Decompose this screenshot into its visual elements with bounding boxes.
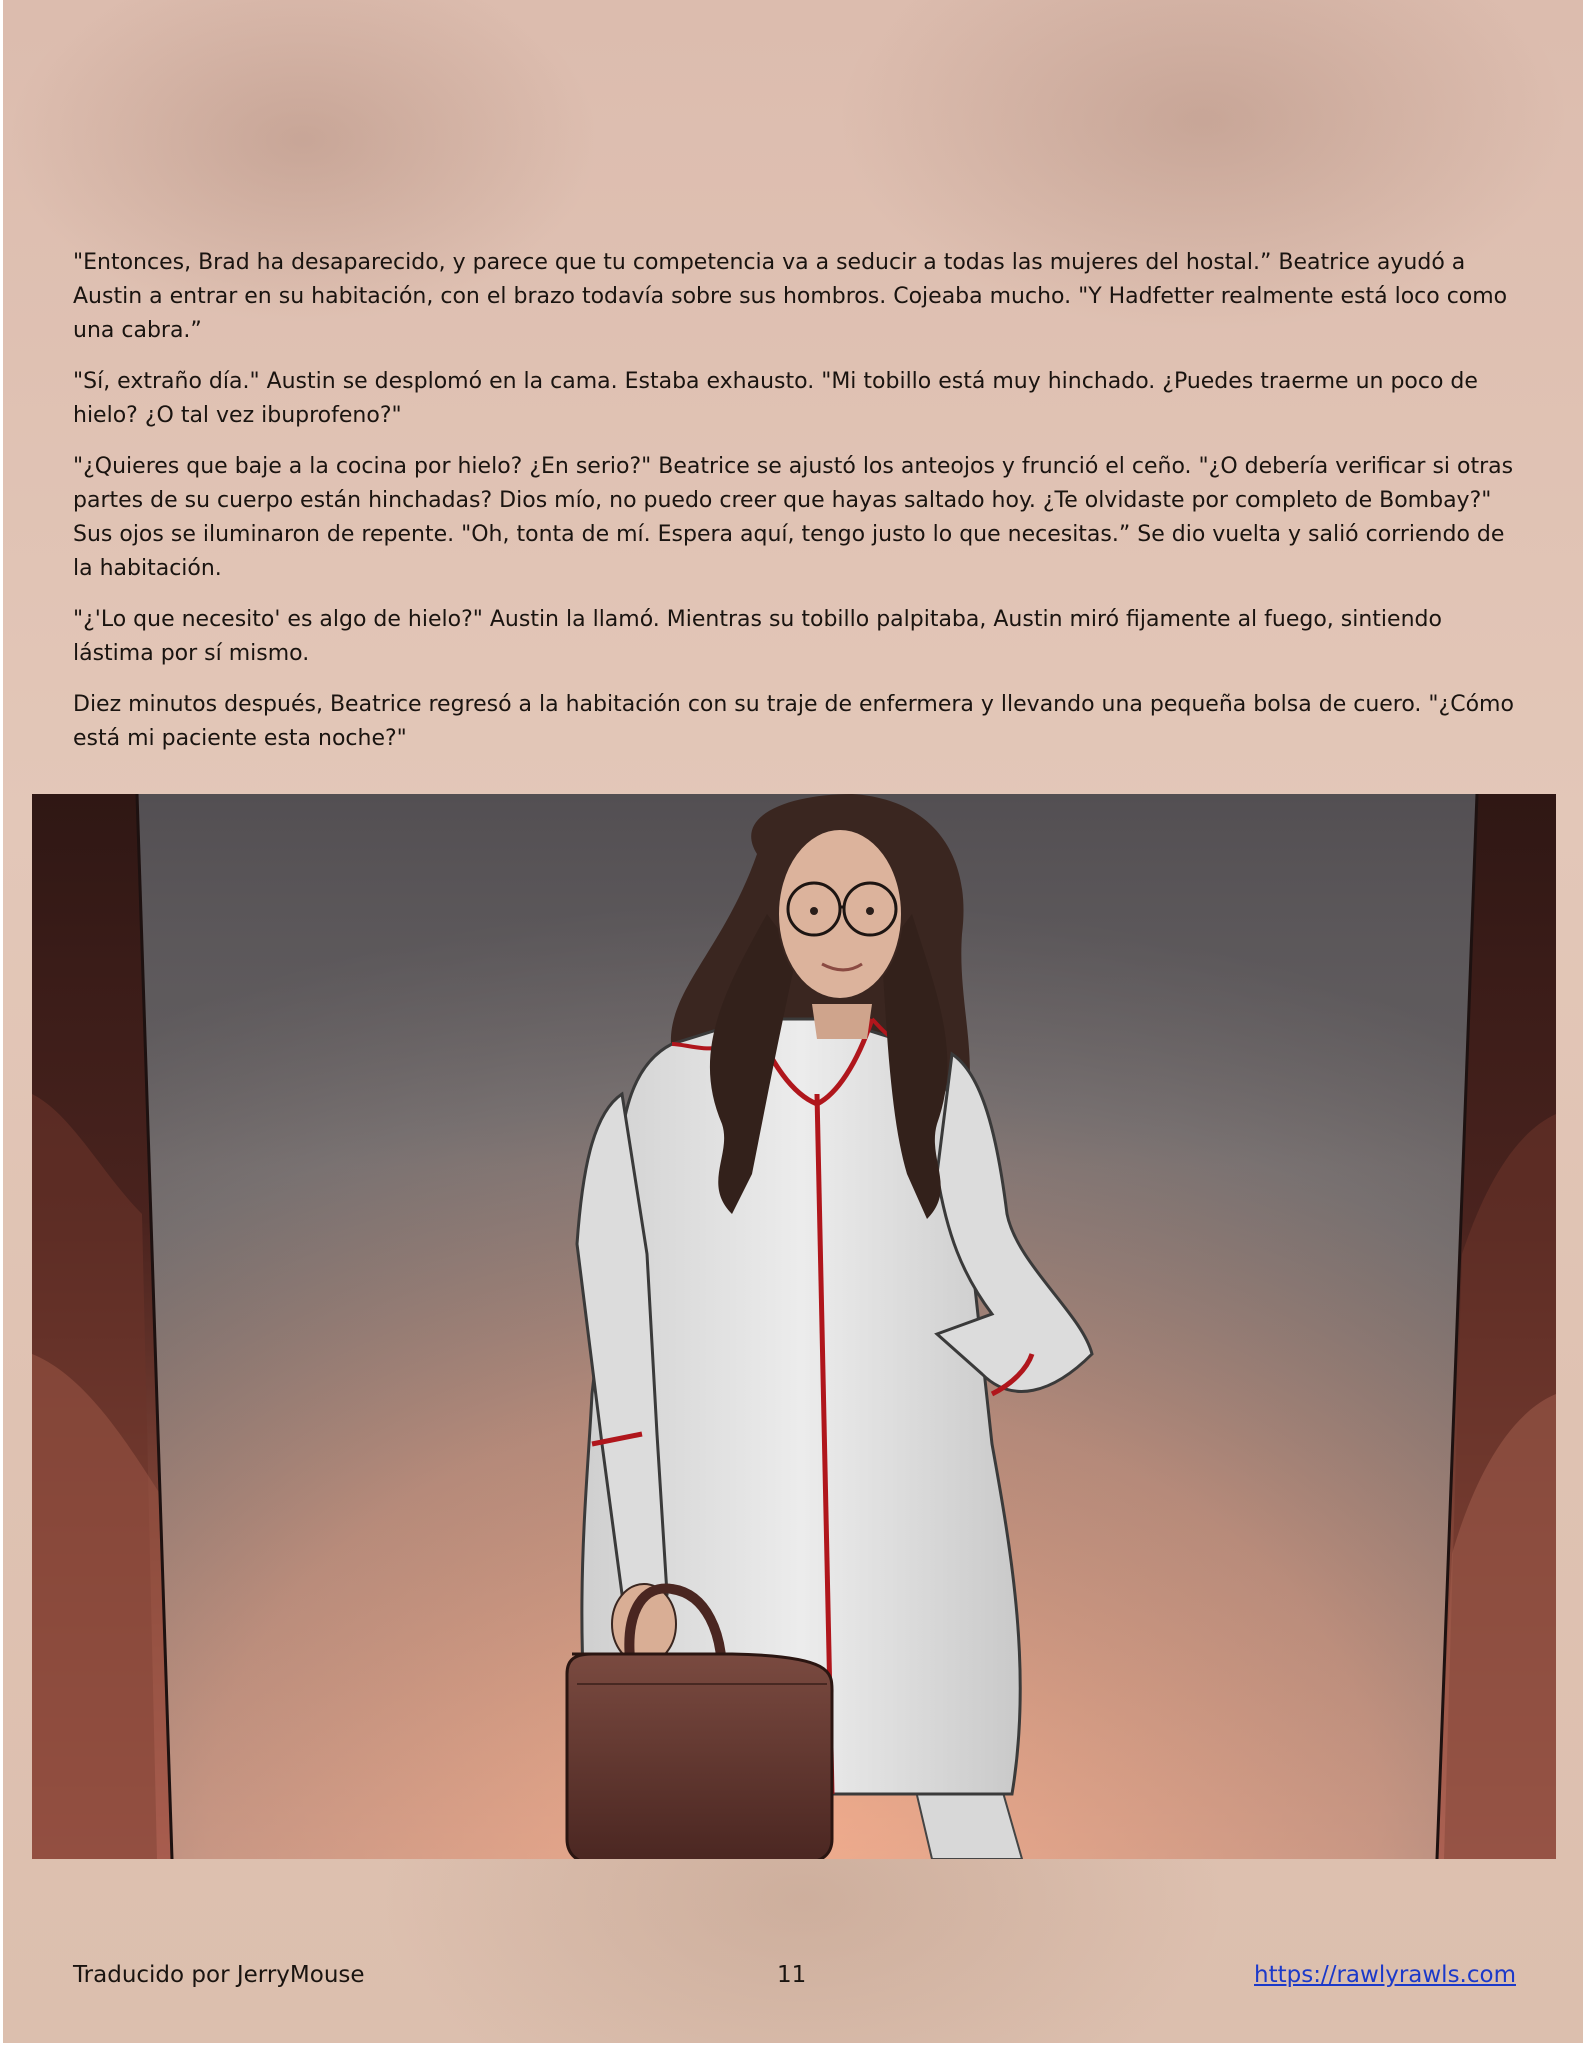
paragraph-2: "Sí, extraño día." Austin se desplomó en la cama. Estaba exhausto. "Mi tobillo está muy hinchado. ¿Puedes traerme un poco de hielo? ¿O tal vez ibuprofeno?" (73, 369, 1478, 428)
paragraph-4: "¿'Lo que necesito' es algo de hielo?" Austin la llamó. Mientras su tobillo palpitaba, Austin miró fijamente al fuego, sintiendo lástima por sí mismo. (73, 607, 1442, 666)
page (3, 0, 1583, 2043)
paragraph-1: "Entonces, Brad ha desaparecido, y parece que tu competencia va a seducir a todas las mujeres del hostal.” Beatrice ayudó a Austin a entrar en su habitación, con el brazo todavía sobre sus hombros. Cojeaba mucho. "Y Hadfetter realmente está loco como una cabra.” (73, 250, 1508, 343)
story-text (73, 246, 1521, 773)
page-number: 11 (777, 1962, 807, 1988)
paragraph-5: Diez minutos después, Beatrice regresó a la habitación con su traje de enfermera y llevando una pequeña bolsa de cuero. "¿Cómo está mi paciente esta noche?" (73, 692, 1514, 751)
nurse-illustration (32, 794, 1556, 1859)
translator-credit: Traducido por JerryMouse (73, 1962, 365, 1988)
website-link[interactable]: https://rawlyrawls.com (1254, 1962, 1516, 1988)
paragraph-3: "¿Quieres que baje a la cocina por hielo? ¿En serio?" Beatrice se ajustó los anteojos y frunció el ceño. "¿O debería verificar si otras partes de su cuerpo están hinchadas? Dios mío, no puedo creer que hayas saltado hoy. ¿Te olvidaste por completo de Bombay?" Sus ojos se iluminaron de repente. "Oh, tonta de mí. Espera aquí, tengo justo lo que necesitas.” Se dio vuelta y salió corriendo de la habitación. (73, 454, 1514, 581)
page-footer (73, 1962, 1516, 1998)
